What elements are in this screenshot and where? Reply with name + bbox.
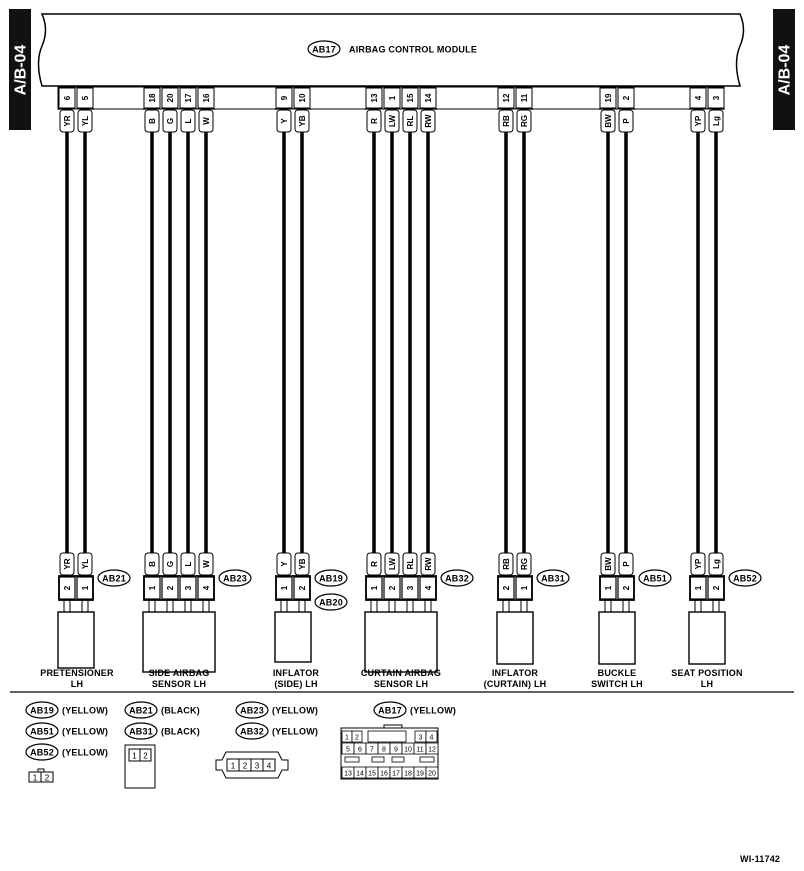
- wire-color-top: W: [202, 117, 211, 125]
- wire-color-top: RB: [502, 115, 511, 127]
- connector-pin-number: 2: [502, 585, 511, 591]
- connector-pin-number: 4: [202, 585, 211, 591]
- circuit-group: [591, 87, 671, 689]
- component-label: INFLATOR: [272, 668, 320, 678]
- wire-color-bottom: RW: [424, 557, 433, 571]
- component-label: CURTAIN AIRBAG: [360, 668, 442, 678]
- module-pin-number: 15: [406, 93, 415, 103]
- connector-pin-number: 1: [148, 585, 157, 591]
- component-label: SIDE AIRBAG: [148, 668, 210, 678]
- wire-color-top: R: [370, 118, 379, 124]
- connector-pin-number: 1: [280, 585, 289, 591]
- connector-id: AB51: [643, 573, 667, 584]
- figure-id: WI-11742: [740, 854, 781, 864]
- wire-color-top: YL: [81, 115, 90, 127]
- legend-col2-id: AB31: [129, 726, 153, 737]
- connector-pin-number: 2: [298, 585, 307, 591]
- module-pin-number: 10: [298, 93, 307, 103]
- page-tab-right-label: A/B-04: [776, 44, 794, 96]
- wire-color-bottom: G: [166, 560, 175, 568]
- wire-color-top: L: [184, 118, 193, 124]
- legend-col3-color: (YELLOW): [272, 726, 319, 737]
- ab17-pin: 17: [392, 770, 400, 778]
- wire-color-top: B: [148, 118, 157, 124]
- legend-col1-id: AB19: [30, 705, 54, 716]
- module-pin-number: 5: [81, 95, 90, 101]
- module-pin-number: 11: [520, 93, 529, 103]
- component-box: [365, 612, 437, 672]
- connector-id: AB52: [733, 573, 757, 584]
- connector-pin-number: 4: [424, 585, 433, 591]
- module-pin-number: 16: [202, 93, 211, 103]
- module-pin-number: 14: [424, 93, 433, 103]
- legend-col1-id: AB52: [30, 747, 54, 758]
- component-label: SWITCH LH: [591, 679, 643, 689]
- ab17-pin: 13: [344, 770, 352, 778]
- connector-pin-number: 1: [370, 585, 379, 591]
- connector-pin-number: 2: [712, 585, 721, 591]
- wire-color-bottom: YR: [63, 558, 72, 570]
- module-pin-number: 20: [166, 93, 175, 103]
- wire-color-bottom: B: [148, 561, 157, 567]
- wire-color-bottom: RB: [502, 558, 511, 570]
- connector-pin-number: 2: [166, 585, 175, 591]
- circuit-group: [143, 87, 251, 689]
- legend-col2-color: (BLACK): [161, 705, 200, 716]
- legend-col1-id: AB51: [30, 726, 54, 737]
- module-pin-number: 12: [502, 93, 511, 103]
- wire-color-top: G: [166, 117, 175, 125]
- connector-id: AB23: [223, 573, 247, 584]
- module-id: AB17: [312, 44, 336, 55]
- component-box: [275, 612, 311, 662]
- component-label: (CURTAIN) LH: [483, 679, 547, 689]
- legend-pin: 1: [132, 751, 137, 761]
- wire-color-bottom: RG: [520, 558, 529, 570]
- ab17-pin: 5: [346, 746, 350, 754]
- wire-color-top: RL: [406, 115, 415, 127]
- connector-id: AB19: [319, 573, 343, 584]
- ab17-pin: 9: [394, 746, 398, 754]
- ab17-pin: 19: [416, 770, 424, 778]
- ab17-pin: 15: [368, 770, 376, 778]
- wire-color-bottom: Y: [280, 561, 289, 567]
- module-pin-number: 18: [148, 93, 157, 103]
- component-label: (SIDE) LH: [274, 679, 318, 689]
- ab17-pin: 14: [356, 770, 364, 778]
- connector-id: AB31: [541, 573, 565, 584]
- module-pin-number: 1: [388, 95, 397, 101]
- connector-pin-number: 1: [604, 585, 613, 591]
- ab17-pin: 18: [404, 770, 412, 778]
- connector-pin-number: 2: [622, 585, 631, 591]
- wire-color-top: LW: [388, 115, 397, 127]
- ab17-pin: 11: [416, 746, 424, 754]
- connector-id: AB20: [319, 597, 343, 608]
- legend-face-2pin-small: [29, 769, 53, 783]
- ab17-pin: 8: [382, 746, 386, 754]
- wire-color-top: RW: [424, 114, 433, 128]
- legend-pin: 3: [254, 761, 260, 771]
- wire-color-top: Lg: [712, 116, 721, 126]
- circuit-group: [361, 87, 473, 689]
- legend-col1-color: (YELLOW): [62, 726, 109, 737]
- component-label: LH: [700, 679, 714, 689]
- connector-pin-number: 3: [406, 585, 415, 591]
- connector-pin-number: 2: [388, 585, 397, 591]
- connector-pin-number: 1: [694, 585, 703, 591]
- connector-pin-number: 1: [81, 585, 90, 591]
- wire-color-bottom: R: [370, 561, 379, 567]
- wire-color-bottom: BW: [604, 557, 613, 571]
- wire-color-bottom: W: [202, 560, 211, 568]
- wire-color-bottom: YL: [81, 558, 90, 570]
- connector-id: AB21: [102, 573, 126, 584]
- circuit-group: [273, 87, 347, 689]
- circuit-group: [671, 87, 761, 689]
- component-label: SENSOR LH: [151, 679, 207, 689]
- component-box: [143, 612, 215, 672]
- module-pin-number: 4: [694, 95, 703, 101]
- component-label: INFLATOR: [491, 668, 539, 678]
- wire-color-bottom: RL: [406, 558, 415, 570]
- connector-pin-number: 3: [184, 585, 193, 591]
- circuit-group: [40, 87, 130, 689]
- legend-pin: 2: [44, 773, 50, 783]
- module-pin-number: 19: [604, 93, 613, 103]
- module-pin-number: 13: [370, 93, 379, 103]
- ab17-pin: 1: [345, 734, 349, 742]
- component-label: SEAT POSITION: [671, 668, 743, 678]
- legend-col2-color: (BLACK): [161, 726, 200, 737]
- wire-color-top: BW: [604, 114, 613, 128]
- legend-col3-color: (YELLOW): [272, 705, 319, 716]
- component-box: [58, 612, 94, 668]
- component-label: BUCKLE: [597, 668, 637, 678]
- connector-pin-number: 2: [63, 585, 72, 591]
- component-box: [599, 612, 635, 664]
- wire-color-top: YB: [298, 115, 307, 127]
- legend-pin: 4: [266, 761, 272, 771]
- module-pin-number: 2: [622, 95, 631, 101]
- circuit-group: [484, 87, 569, 689]
- wire-color-top: YP: [694, 115, 703, 127]
- ab17-pin: 7: [370, 746, 374, 754]
- ab17-pin: 6: [358, 746, 362, 754]
- legend-face-ab17: [341, 725, 438, 779]
- wire-color-top: P: [622, 118, 631, 124]
- legend-col2-id: AB21: [129, 705, 153, 716]
- ab17-pin: 20: [428, 770, 436, 778]
- page-tab-left-label: A/B-04: [12, 44, 30, 96]
- ab17-pin: 10: [404, 746, 412, 754]
- module-pin-number: 17: [184, 93, 193, 103]
- component-box: [497, 612, 533, 664]
- component-label: PRETENSIONER: [40, 668, 114, 678]
- connector-pin-number: 1: [520, 585, 529, 591]
- wire-color-bottom: YP: [694, 558, 703, 570]
- wire-color-top: YR: [63, 115, 72, 127]
- connector-id: AB32: [445, 573, 469, 584]
- component-label: SENSOR LH: [373, 679, 429, 689]
- legend-col3-id: AB32: [240, 726, 264, 737]
- legend-pin: 2: [143, 751, 148, 761]
- module-pin-number: 9: [280, 95, 289, 101]
- wire-color-top: Y: [280, 118, 289, 124]
- legend-pin: 1: [230, 761, 236, 771]
- wire-color-bottom: YB: [298, 558, 307, 570]
- wire-color-bottom: Lg: [712, 559, 721, 569]
- legend-col3-id: AB23: [240, 705, 264, 716]
- module-pin-number: 6: [63, 95, 72, 101]
- legend-col1-color: (YELLOW): [62, 747, 109, 758]
- legend-col4-id: AB17: [378, 705, 402, 716]
- module-pin-number: 3: [712, 95, 721, 101]
- ab17-pin: 2: [355, 734, 359, 742]
- ab17-pin: 12: [428, 746, 436, 754]
- module-name: AIRBAG CONTROL MODULE: [349, 44, 478, 55]
- ab17-pin: 16: [380, 770, 388, 778]
- wire-color-bottom: LW: [388, 558, 397, 570]
- legend-col1-color: (YELLOW): [62, 705, 109, 716]
- component-box: [689, 612, 725, 664]
- legend-face-2pin-black: [125, 745, 155, 788]
- wire-color-top: RG: [520, 115, 529, 127]
- legend-pin: 1: [32, 773, 38, 783]
- wire-color-bottom: L: [184, 561, 193, 567]
- legend-col4-color: (YELLOW): [410, 705, 457, 716]
- legend-face-4pin: [216, 752, 288, 778]
- wire-color-bottom: P: [622, 561, 631, 567]
- legend-pin: 2: [242, 761, 248, 771]
- ab17-pin: 3: [418, 734, 423, 742]
- component-label: LH: [70, 679, 84, 689]
- ab17-pin: 4: [429, 734, 434, 742]
